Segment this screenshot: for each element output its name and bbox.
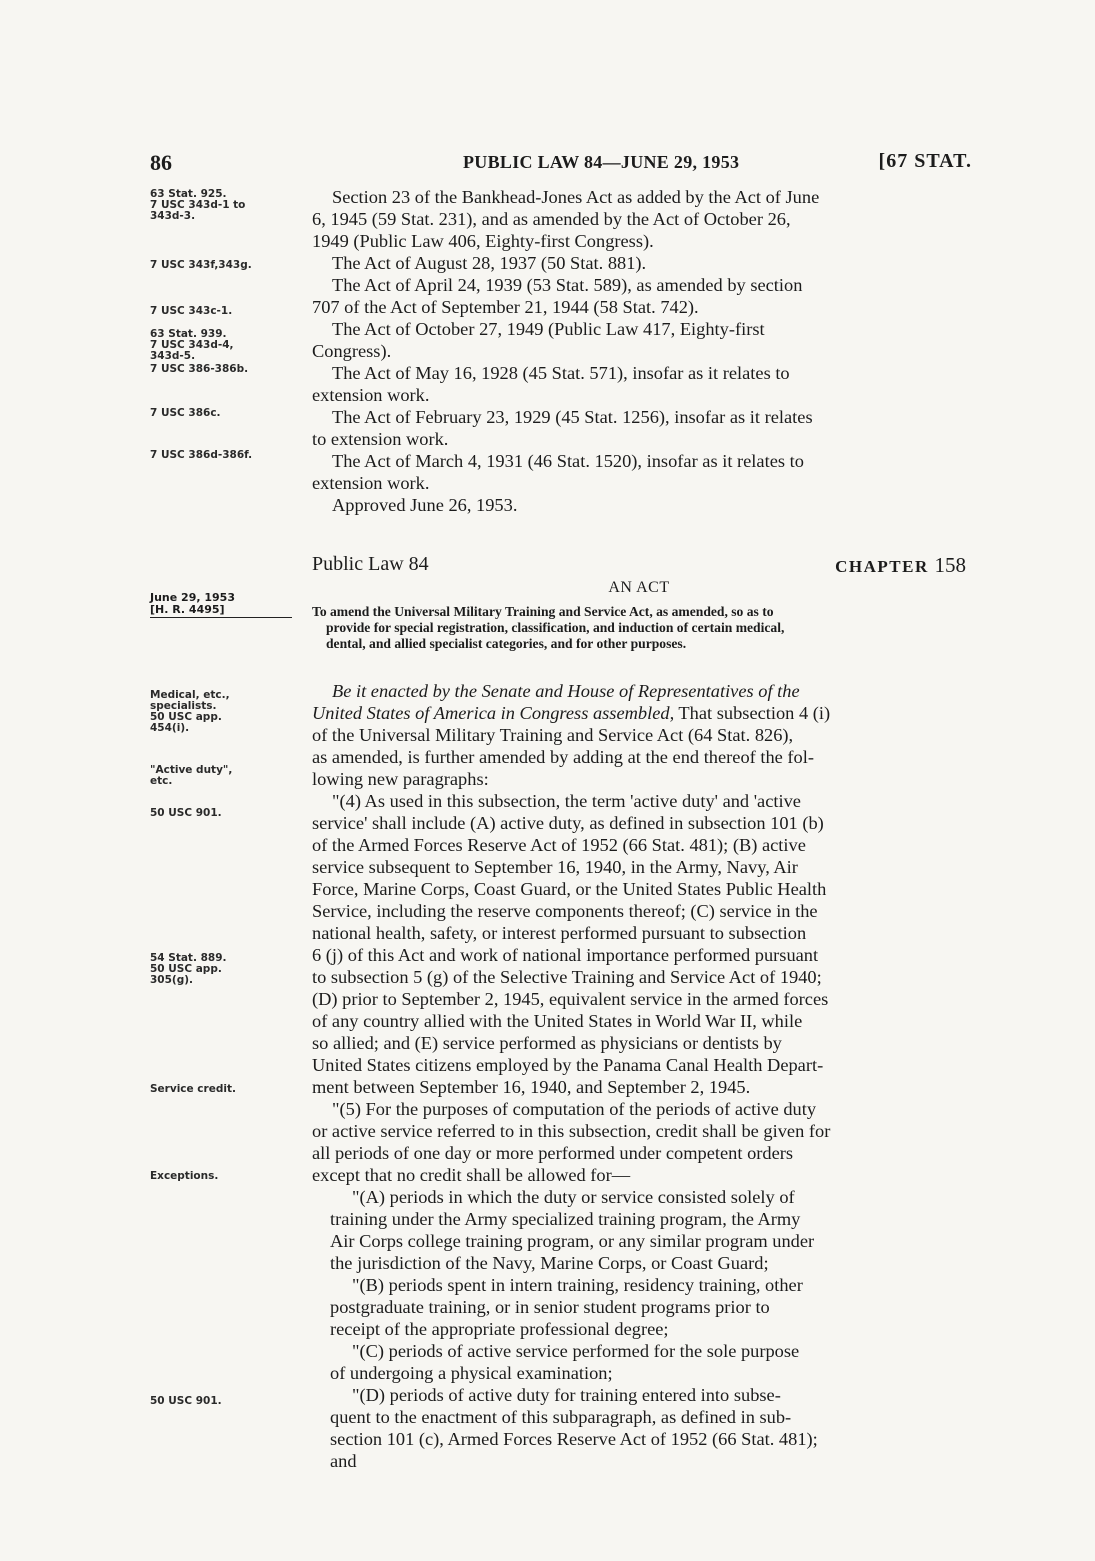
text-line: Congress).: [312, 341, 392, 361]
marginal-note: [150, 808, 292, 819]
text-line: Force, Marine Corps, Coast Guard, or the United States Public Health: [312, 879, 827, 899]
divider: [150, 617, 292, 618]
enacting-clause-line: [312, 680, 966, 702]
marginal-note-line: 63 Stat. 939.: [150, 328, 227, 340]
subparagraph-line: section 101 (c), Armed Forces Reserve Act of 1952 (66 Stat. 481);: [330, 1429, 818, 1449]
page-header: [150, 150, 972, 176]
text-line: (D) prior to September 2, 1945, equivalent service in the armed forces: [312, 989, 829, 1009]
text-line: 6 (j) of this Act and work of national importance performed pursuant: [312, 945, 819, 965]
marginal-note-line: 7 USC 343c-1.: [150, 305, 233, 317]
subparagraph-line: and: [330, 1451, 357, 1471]
bill-number: [H. R. 4495]: [150, 603, 225, 616]
text-line: extension work.: [312, 473, 430, 493]
marginal-note: [150, 329, 292, 362]
enacting-clause-line: [312, 702, 966, 724]
marginal-note-line: 50 USC 901.: [150, 1395, 222, 1407]
statute-volume: [67 STAT.: [878, 150, 972, 172]
subparagraph-line: "(D) periods of active duty for training entered into subse-: [352, 1385, 781, 1405]
running-title: PUBLIC LAW 84—JUNE 29, 1953: [463, 152, 740, 172]
text-line: to subsection 5 (g) of the Selective Training and Service Act of 1940;: [312, 967, 822, 987]
purpose-line: provide for special registration, classification, and induction of certain medical,: [326, 620, 785, 635]
page-number: 86: [150, 150, 172, 175]
subparagraph-line: training under the Army specialized training program, the Army: [330, 1209, 801, 1229]
text-line: so allied; and (E) service performed as physicians or dentists by: [312, 1033, 782, 1053]
enacting-clause-italic: Be it enacted by the Senate and House of Representatives of the: [332, 681, 800, 701]
text-line: The Act of February 23, 1929 (45 Stat. 1256), insofar as it relates: [332, 407, 813, 427]
marginal-note-line: 7 USC 343f,343g.: [150, 259, 252, 271]
text-line: of the Universal Military Training and Service Act (64 Stat. 826),: [312, 725, 794, 745]
text-line: The Act of May 16, 1928 (45 Stat. 571), insofar as it relates to: [332, 363, 790, 383]
text-line: 1949 (Public Law 406, Eighty-first Congress).: [312, 231, 654, 251]
marginal-note-line: 7 USC 386d-386f.: [150, 449, 253, 461]
marginal-note: [150, 690, 292, 734]
text-line: except that no credit shall be allowed for—: [312, 1165, 631, 1185]
marginal-note-line: 63 Stat. 925.: [150, 188, 227, 200]
text-line: Service, including the reserve components thereof; (C) service in the: [312, 901, 818, 921]
subparagraph-line: postgraduate training, or in senior student programs prior to: [330, 1297, 770, 1317]
marginal-note-line: 54 Stat. 889.: [150, 952, 227, 964]
marginal-note: [150, 765, 292, 787]
subparagraph-line: "(A) periods in which the duty or service consisted solely of: [352, 1187, 795, 1207]
purpose-line: dental, and allied specialist categories, and for other purposes.: [326, 636, 687, 651]
text-line: "(5) For the purposes of computation of the periods of active duty: [332, 1099, 817, 1119]
marginal-note: [150, 189, 292, 222]
text-line: of the Armed Forces Reserve Act of 1952 (66 Stat. 481); (B) active: [312, 835, 806, 855]
text-line: extension work.: [312, 385, 430, 405]
subparagraph-line: the jurisdiction of the Navy, Marine Corps, or Coast Guard;: [330, 1253, 769, 1273]
public-law-heading: [312, 553, 966, 579]
marginal-note-line: 50 USC 901.: [150, 807, 222, 819]
marginal-note-line: Medical, etc.,: [150, 689, 230, 701]
text-line: The Act of October 27, 1949 (Public Law 417, Eighty-first: [332, 319, 765, 339]
chapter-heading: [835, 553, 966, 578]
text-line: all periods of one day or more performed under competent orders: [312, 1143, 794, 1163]
chapter-label: CHAPTER: [835, 557, 929, 576]
enacting-clause-text: That subsection 4 (i): [674, 703, 831, 723]
enactment-date-box: [150, 592, 292, 618]
marginal-note: [150, 953, 292, 986]
text-line: or active service referred to in this subsection, credit shall be given for: [312, 1121, 831, 1141]
marginal-note-line: 343d-5.: [150, 350, 196, 362]
marginal-note: [150, 450, 292, 461]
marginal-note: [150, 1171, 292, 1182]
marginal-note-line: 7 USC 343d-1 to: [150, 199, 246, 211]
text-line: of any country allied with the United States in World War II, while: [312, 1011, 803, 1031]
text-line: United States citizens employed by the Panama Canal Health Depart-: [312, 1055, 824, 1075]
public-law-number: Public Law 84: [312, 553, 429, 575]
marginal-note-line: 343d-3.: [150, 210, 196, 222]
text-line: The Act of April 24, 1939 (53 Stat. 589), as amended by section: [332, 275, 803, 295]
an-act-heading: AN ACT: [608, 579, 670, 596]
marginal-note: [150, 260, 292, 271]
marginal-note-line: specialists.: [150, 700, 217, 712]
subparagraph-line: of undergoing a physical examination;: [330, 1363, 613, 1383]
act-purpose: [312, 604, 966, 652]
marginal-note-line: "Active duty",: [150, 764, 233, 776]
marginal-note-line: etc.: [150, 775, 173, 787]
approval-line: Approved June 26, 1953.: [332, 495, 518, 515]
marginal-note-line: 454(i).: [150, 722, 190, 734]
marginal-note: [150, 364, 292, 375]
enacting-clause-italic: United States of America in Congress assembled,: [312, 703, 675, 723]
text-line: "(4) As used in this subsection, the term 'active duty' and 'active: [332, 791, 801, 811]
marginal-note-line: 50 USC app.: [150, 963, 222, 975]
marginal-note-line: Service credit.: [150, 1083, 236, 1095]
text-line: ment between September 16, 1940, and September 2, 1945.: [312, 1077, 751, 1097]
subparagraph-line: receipt of the appropriate professional degree;: [330, 1319, 669, 1339]
marginal-note: [150, 1084, 292, 1095]
marginal-note: [150, 1396, 292, 1407]
marginal-note: [150, 408, 292, 419]
marginal-note-line: 7 USC 343d-4,: [150, 339, 234, 351]
marginal-note-line: Exceptions.: [150, 1170, 219, 1182]
subparagraph-line: Air Corps college training program, or any similar program under: [330, 1231, 815, 1251]
repealed-acts-list: [312, 186, 966, 516]
marginal-note-line: 7 USC 386-386b.: [150, 363, 249, 375]
text-line: service' shall include (A) active duty, as defined in subsection 101 (b): [312, 813, 824, 833]
marginal-note-line: 305(g).: [150, 974, 194, 986]
text-line: The Act of March 4, 1931 (46 Stat. 1520), insofar as it relates to: [332, 451, 804, 471]
text-line: lowing new paragraphs:: [312, 769, 489, 789]
text-line: The Act of August 28, 1937 (50 Stat. 881).: [332, 253, 647, 273]
text-line: national health, safety, or interest performed pursuant to subsection: [312, 923, 807, 943]
law-body: [312, 680, 966, 1472]
text-line: Section 23 of the Bankhead-Jones Act as added by the Act of June: [332, 187, 820, 207]
subparagraph-line: quent to the enactment of this subparagraph, as defined in sub-: [330, 1407, 792, 1427]
marginal-note-line: 50 USC app.: [150, 711, 222, 723]
enactment-date: June 29, 1953: [150, 591, 235, 604]
marginal-note-line: 7 USC 386c.: [150, 407, 221, 419]
chapter-number: 158: [934, 553, 966, 577]
text-line: as amended, is further amended by adding at the end thereof the fol-: [312, 747, 814, 767]
text-line: 6, 1945 (59 Stat. 231), and as amended by the Act of October 26,: [312, 209, 791, 229]
text-line: service subsequent to September 16, 1940, in the Army, Navy, Air: [312, 857, 798, 877]
purpose-line: To amend the Universal Military Training and Service Act, as amended, so as to: [312, 604, 774, 619]
text-line: 707 of the Act of September 21, 1944 (58 Stat. 742).: [312, 297, 699, 317]
marginal-note: [150, 306, 292, 317]
subparagraph-line: "(B) periods spent in intern training, residency training, other: [352, 1275, 803, 1295]
subparagraph-line: "(C) periods of active service performed for the sole purpose: [352, 1341, 800, 1361]
text-line: to extension work.: [312, 429, 449, 449]
